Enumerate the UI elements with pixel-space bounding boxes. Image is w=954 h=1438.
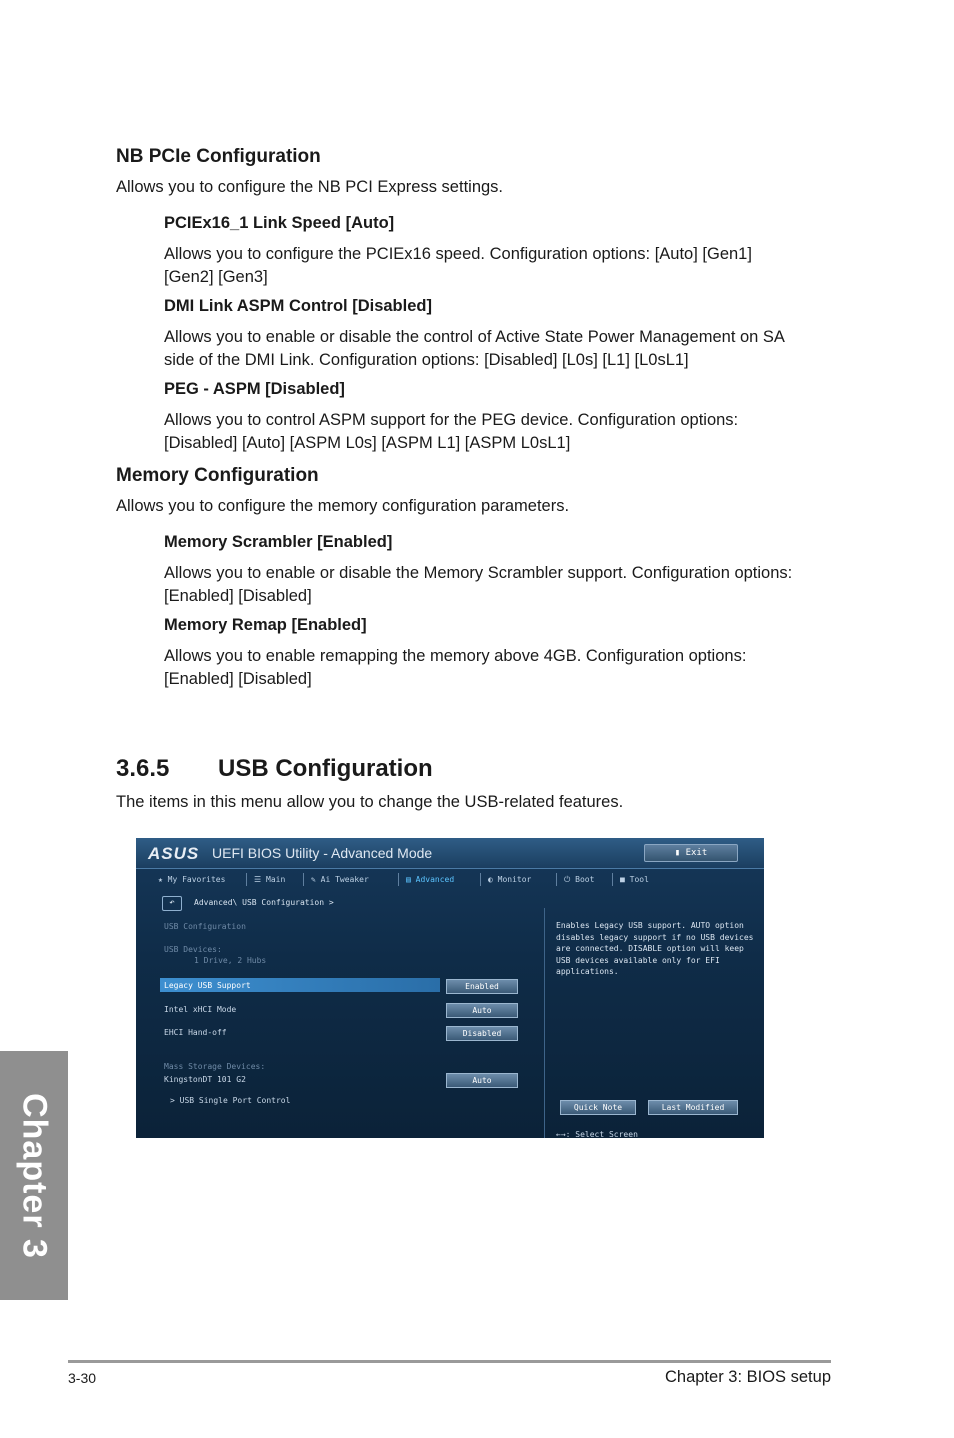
tab-advanced[interactable]: ▤ Advanced <box>406 875 455 884</box>
ehci-handoff-label[interactable]: EHCI Hand-off <box>164 1028 227 1037</box>
tab-tool[interactable]: ■ Tool <box>620 875 649 884</box>
mass-storage-device-label[interactable]: KingstonDT 101 G2 <box>164 1075 246 1084</box>
bios-menubar <box>148 870 752 890</box>
xhci-mode-label[interactable]: Intel xHCI Mode <box>164 1005 237 1014</box>
nb-pcie-heading: NB PCIe Configuration <box>116 146 321 167</box>
usb-devices-value: 1 Drive, 2 Hubs <box>194 956 267 965</box>
chapter-tab-label: Chapter 3 <box>15 1092 54 1259</box>
nb-pcie-desc: Allows you to configure the NB PCI Express settings. <box>116 178 504 196</box>
mass-storage-value-button[interactable]: Auto <box>446 1073 518 1088</box>
tab-boot[interactable]: ⏻ Boot <box>564 875 595 884</box>
tab-monitor[interactable]: ◐ Monitor <box>488 875 532 884</box>
memory-scrambler-title: Memory Scrambler [Enabled] <box>164 533 393 551</box>
usb-devices-label: USB Devices: <box>164 945 222 954</box>
tab-main[interactable]: ☰ Main <box>254 875 286 884</box>
usb-section-number: 3.6.5 <box>116 755 170 782</box>
bios-titlebar <box>136 838 764 869</box>
memory-scrambler-desc-2: [Enabled] [Disabled] <box>164 587 312 605</box>
usb-section-desc: The items in this menu allow you to change the USB-related features. <box>116 793 624 811</box>
tab-my-favorites[interactable]: ★ My Favorites <box>158 875 226 884</box>
memory-heading: Memory Configuration <box>116 465 319 486</box>
bios-panel-divider <box>544 908 545 1138</box>
exit-label: Exit <box>685 848 708 858</box>
ehci-handoff-value-button[interactable]: Disabled <box>446 1026 518 1041</box>
quick-note-button[interactable]: Quick Note <box>560 1100 636 1115</box>
back-icon[interactable]: ↶ <box>162 896 182 911</box>
bios-breadcrumb: Advanced\ USB Configuration > <box>194 898 334 907</box>
last-modified-button[interactable]: Last Modified <box>648 1100 738 1115</box>
bios-title: UEFI BIOS Utility - Advanced Mode <box>212 845 433 861</box>
bios-section-label: USB Configuration <box>164 922 246 931</box>
peg-aspm-title: PEG - ASPM [Disabled] <box>164 380 345 398</box>
exit-button[interactable] <box>644 844 738 862</box>
chapter-tab <box>0 1051 68 1300</box>
pciex16-desc-2: [Gen2] [Gen3] <box>164 268 268 286</box>
page-number: 3-30 <box>68 1370 97 1386</box>
peg-aspm-desc-2: [Disabled] [Auto] [ASPM L0s] [ASPM L1] [ASPM L0sL1] <box>164 434 571 452</box>
mass-storage-label: Mass Storage Devices: <box>164 1062 266 1071</box>
xhci-mode-value-button[interactable]: Auto <box>446 1003 518 1018</box>
legacy-usb-label[interactable]: Legacy USB Support <box>164 981 251 990</box>
usb-section-title: USB Configuration <box>218 755 433 782</box>
pciex16-title: PCIEx16_1 Link Speed [Auto] <box>164 214 395 232</box>
tab-ai-tweaker[interactable]: ✎ Ai Tweaker <box>311 875 369 884</box>
bios-help-text: Enables Legacy USB support. AUTO option disables legacy support if no USB devices are connected. DISABLE option will keep USB devices available only for EFI applications. <box>556 921 754 976</box>
memory-desc: Allows you to configure the memory configuration parameters. <box>116 497 570 515</box>
memory-scrambler-desc-1: Allows you to enable or disable the Memory Scrambler support. Configuration options: <box>164 564 793 582</box>
dmi-aspm-desc-1: Allows you to enable or disable the control of Active State Power Management on SA <box>164 328 785 346</box>
dmi-aspm-title: DMI Link ASPM Control [Disabled] <box>164 297 432 315</box>
peg-aspm-desc-1: Allows you to control ASPM support for the PEG device. Configuration options: <box>164 411 739 429</box>
pciex16-desc-1: Allows you to configure the PCIEx16 speed. Configuration options: [Auto] [Gen1] <box>164 245 752 263</box>
memory-remap-desc-1: Allows you to enable remapping the memory above 4GB. Configuration options: <box>164 647 747 665</box>
footer-chapter-title: Chapter 3: BIOS setup <box>664 1368 831 1386</box>
exit-icon: ▮ <box>674 848 686 858</box>
bios-screenshot <box>136 838 764 1138</box>
memory-remap-desc-2: [Enabled] [Disabled] <box>164 670 312 688</box>
usb-single-port-link[interactable]: > USB Single Port Control <box>170 1096 291 1105</box>
legacy-usb-value-button[interactable]: Enabled <box>446 979 518 994</box>
asus-logo: ASUS <box>148 844 200 863</box>
memory-remap-title: Memory Remap [Enabled] <box>164 616 367 634</box>
select-screen-hint: ←→: Select Screen <box>556 1130 638 1138</box>
footer-rule <box>68 1360 831 1363</box>
dmi-aspm-desc-2: side of the DMI Link. Configuration options: [Disabled] [L0s] [L1] [L0sL1] <box>164 351 689 369</box>
